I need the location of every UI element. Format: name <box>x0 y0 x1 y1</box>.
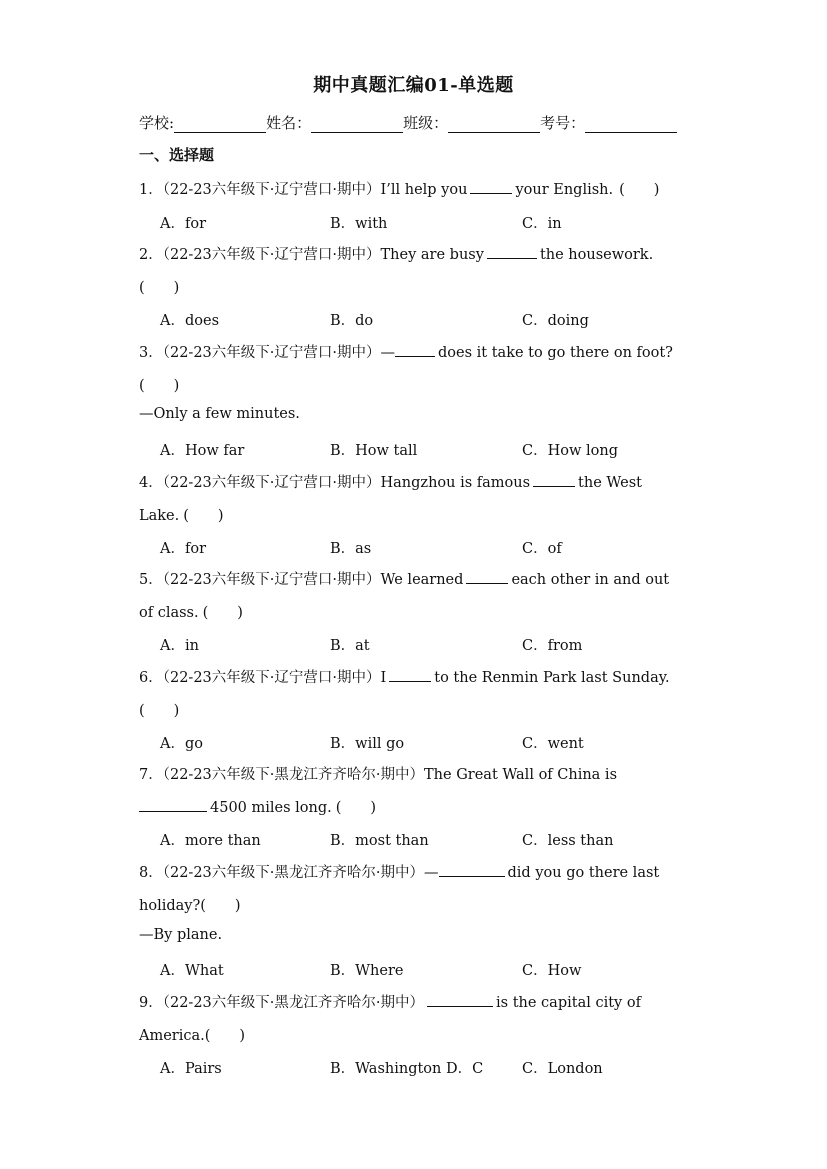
school-label: 学校: <box>139 114 175 132</box>
answer-parentheses[interactable]: ( ) <box>204 1028 246 1044</box>
option-b[interactable]: B．most than <box>330 833 429 849</box>
option-b[interactable]: B．at <box>330 638 370 654</box>
option-c[interactable]: C．from <box>522 638 583 654</box>
question-text: did you go there last <box>507 865 660 881</box>
question-6 <box>139 666 670 687</box>
question-text: — <box>380 345 396 361</box>
question-text: The Great Wall of China is <box>424 767 618 783</box>
exam-no-label: 考号： <box>540 114 586 132</box>
name-blank[interactable] <box>311 116 403 133</box>
question-text: I’ll help you <box>380 182 468 198</box>
question-8-continued <box>139 894 241 915</box>
question-1 <box>139 178 659 199</box>
option-c[interactable]: C．less than <box>522 833 614 849</box>
option-b[interactable]: B．Where <box>330 963 404 979</box>
question-text: holiday? <box>139 898 201 914</box>
question-text: They are busy <box>380 247 484 263</box>
question-number: 9． <box>139 995 163 1011</box>
question-number: 8． <box>139 865 163 881</box>
question-number: 4． <box>139 475 163 491</box>
question-source: （22-23六年级下·辽宁营口·期中） <box>162 572 381 588</box>
dialogue-reply: —Only a few minutes. <box>139 406 300 422</box>
question-source: （22-23六年级下·辽宁营口·期中） <box>162 475 381 491</box>
question-text: I <box>380 670 387 686</box>
option-a[interactable]: A．What <box>160 963 224 979</box>
option-c[interactable]: C．How long <box>522 443 618 459</box>
question-source: （22-23六年级下·黑龙江齐齐哈尔·期中） <box>162 995 425 1011</box>
answer-parentheses[interactable]: ( ) <box>139 280 180 296</box>
option-a[interactable]: A．does <box>160 313 220 329</box>
option-a[interactable]: A．for <box>160 216 206 232</box>
option-a[interactable]: A．in <box>160 638 199 654</box>
name-label: 姓名： <box>266 114 312 132</box>
option-a[interactable]: A．How far <box>160 443 245 459</box>
option-a[interactable]: A．go <box>160 736 203 752</box>
question-source: （22-23六年级下·辽宁营口·期中） <box>162 345 381 361</box>
option-b[interactable]: B．How tall <box>330 443 418 459</box>
option-b[interactable]: B．will go <box>330 736 405 752</box>
question-5 <box>139 568 669 589</box>
exam-no-blank[interactable] <box>585 116 677 133</box>
option-b[interactable]: B．with <box>330 216 388 232</box>
answer-blank <box>427 992 493 1007</box>
question-number: 5． <box>139 572 163 588</box>
question-source: （22-23六年级下·辽宁营口·期中） <box>162 670 381 686</box>
page-title: 期中真题汇编01-单选题 <box>313 75 514 96</box>
option-c[interactable]: C．doing <box>522 313 589 329</box>
question-7-continued <box>139 796 376 817</box>
option-c[interactable]: C．in <box>522 216 562 232</box>
question-3 <box>139 341 673 362</box>
question-text: the housework. <box>539 247 654 263</box>
question-number: 6． <box>139 670 163 686</box>
question-text: 4500 miles long. <box>210 800 332 816</box>
question-number: 1． <box>139 182 163 198</box>
answer-parentheses[interactable]: ( ) <box>619 182 660 198</box>
answer-parentheses[interactable]: ( ) <box>139 378 180 394</box>
question-text: to the Renmin Park last Sunday. <box>434 670 670 686</box>
question-2 <box>139 243 653 264</box>
answer-blank <box>389 667 431 682</box>
question-4-continued <box>139 504 224 525</box>
question-number: 7． <box>139 767 163 783</box>
question-source: （22-23六年级下·辽宁营口·期中） <box>162 182 381 198</box>
answer-parentheses[interactable]: ( ) <box>202 605 243 621</box>
class-blank[interactable] <box>448 116 540 133</box>
answer-parentheses[interactable]: ( ) <box>139 703 180 719</box>
question-text: each other in and out <box>511 572 670 588</box>
answer-parentheses[interactable]: ( ) <box>335 800 377 816</box>
question-source: （22-23六年级下·黑龙江齐齐哈尔·期中） <box>162 767 425 783</box>
answer-blank <box>487 244 537 259</box>
option-b[interactable]: B．Washington D．C <box>330 1061 484 1077</box>
question-9-continued <box>139 1024 245 1045</box>
question-number: 2． <box>139 247 163 263</box>
answer-blank <box>533 472 575 487</box>
question-text: Lake. <box>139 508 180 524</box>
question-text: does it take to go there on foot? <box>438 345 673 361</box>
student-info-row <box>139 112 677 133</box>
answer-blank <box>395 342 435 357</box>
option-b[interactable]: B．as <box>330 541 372 557</box>
option-a[interactable]: A．Pairs <box>160 1061 222 1077</box>
option-c[interactable]: C．How <box>522 963 582 979</box>
question-text: your English. <box>515 182 614 198</box>
question-4 <box>139 471 642 492</box>
question-source: （22-23六年级下·辽宁营口·期中） <box>162 247 381 263</box>
question-9 <box>139 991 641 1012</box>
answer-parentheses[interactable]: ( ) <box>183 508 224 524</box>
question-text: — <box>424 865 439 881</box>
question-8 <box>139 861 659 882</box>
answer-blank <box>139 797 207 812</box>
question-text: We learned <box>380 572 464 588</box>
school-blank[interactable] <box>174 116 266 133</box>
section-heading: 一、选择题 <box>139 146 215 164</box>
question-text: is the capital city of <box>496 995 641 1011</box>
class-label: 班级： <box>403 114 449 132</box>
dialogue-reply: —By plane. <box>139 927 223 943</box>
answer-blank <box>470 179 512 194</box>
answer-blank <box>439 862 505 877</box>
option-c[interactable]: C．of <box>522 541 562 557</box>
question-source: （22-23六年级下·黑龙江齐齐哈尔·期中） <box>162 865 425 881</box>
option-a[interactable]: A．more than <box>160 833 261 849</box>
question-text: Hangzhou is famous <box>380 475 531 491</box>
question-number: 3． <box>139 345 163 361</box>
question-text: of class. <box>139 605 199 621</box>
option-c[interactable]: C．London <box>522 1061 603 1077</box>
question-text: America. <box>139 1028 205 1044</box>
question-text: the West <box>578 475 642 491</box>
answer-parentheses[interactable]: ( ) <box>200 898 241 914</box>
question-5-continued <box>139 601 243 622</box>
option-a[interactable]: A．for <box>160 541 206 557</box>
option-c[interactable]: C．went <box>522 736 584 752</box>
option-b[interactable]: B．do <box>330 313 374 329</box>
question-7 <box>139 763 617 784</box>
answer-blank <box>466 569 508 584</box>
